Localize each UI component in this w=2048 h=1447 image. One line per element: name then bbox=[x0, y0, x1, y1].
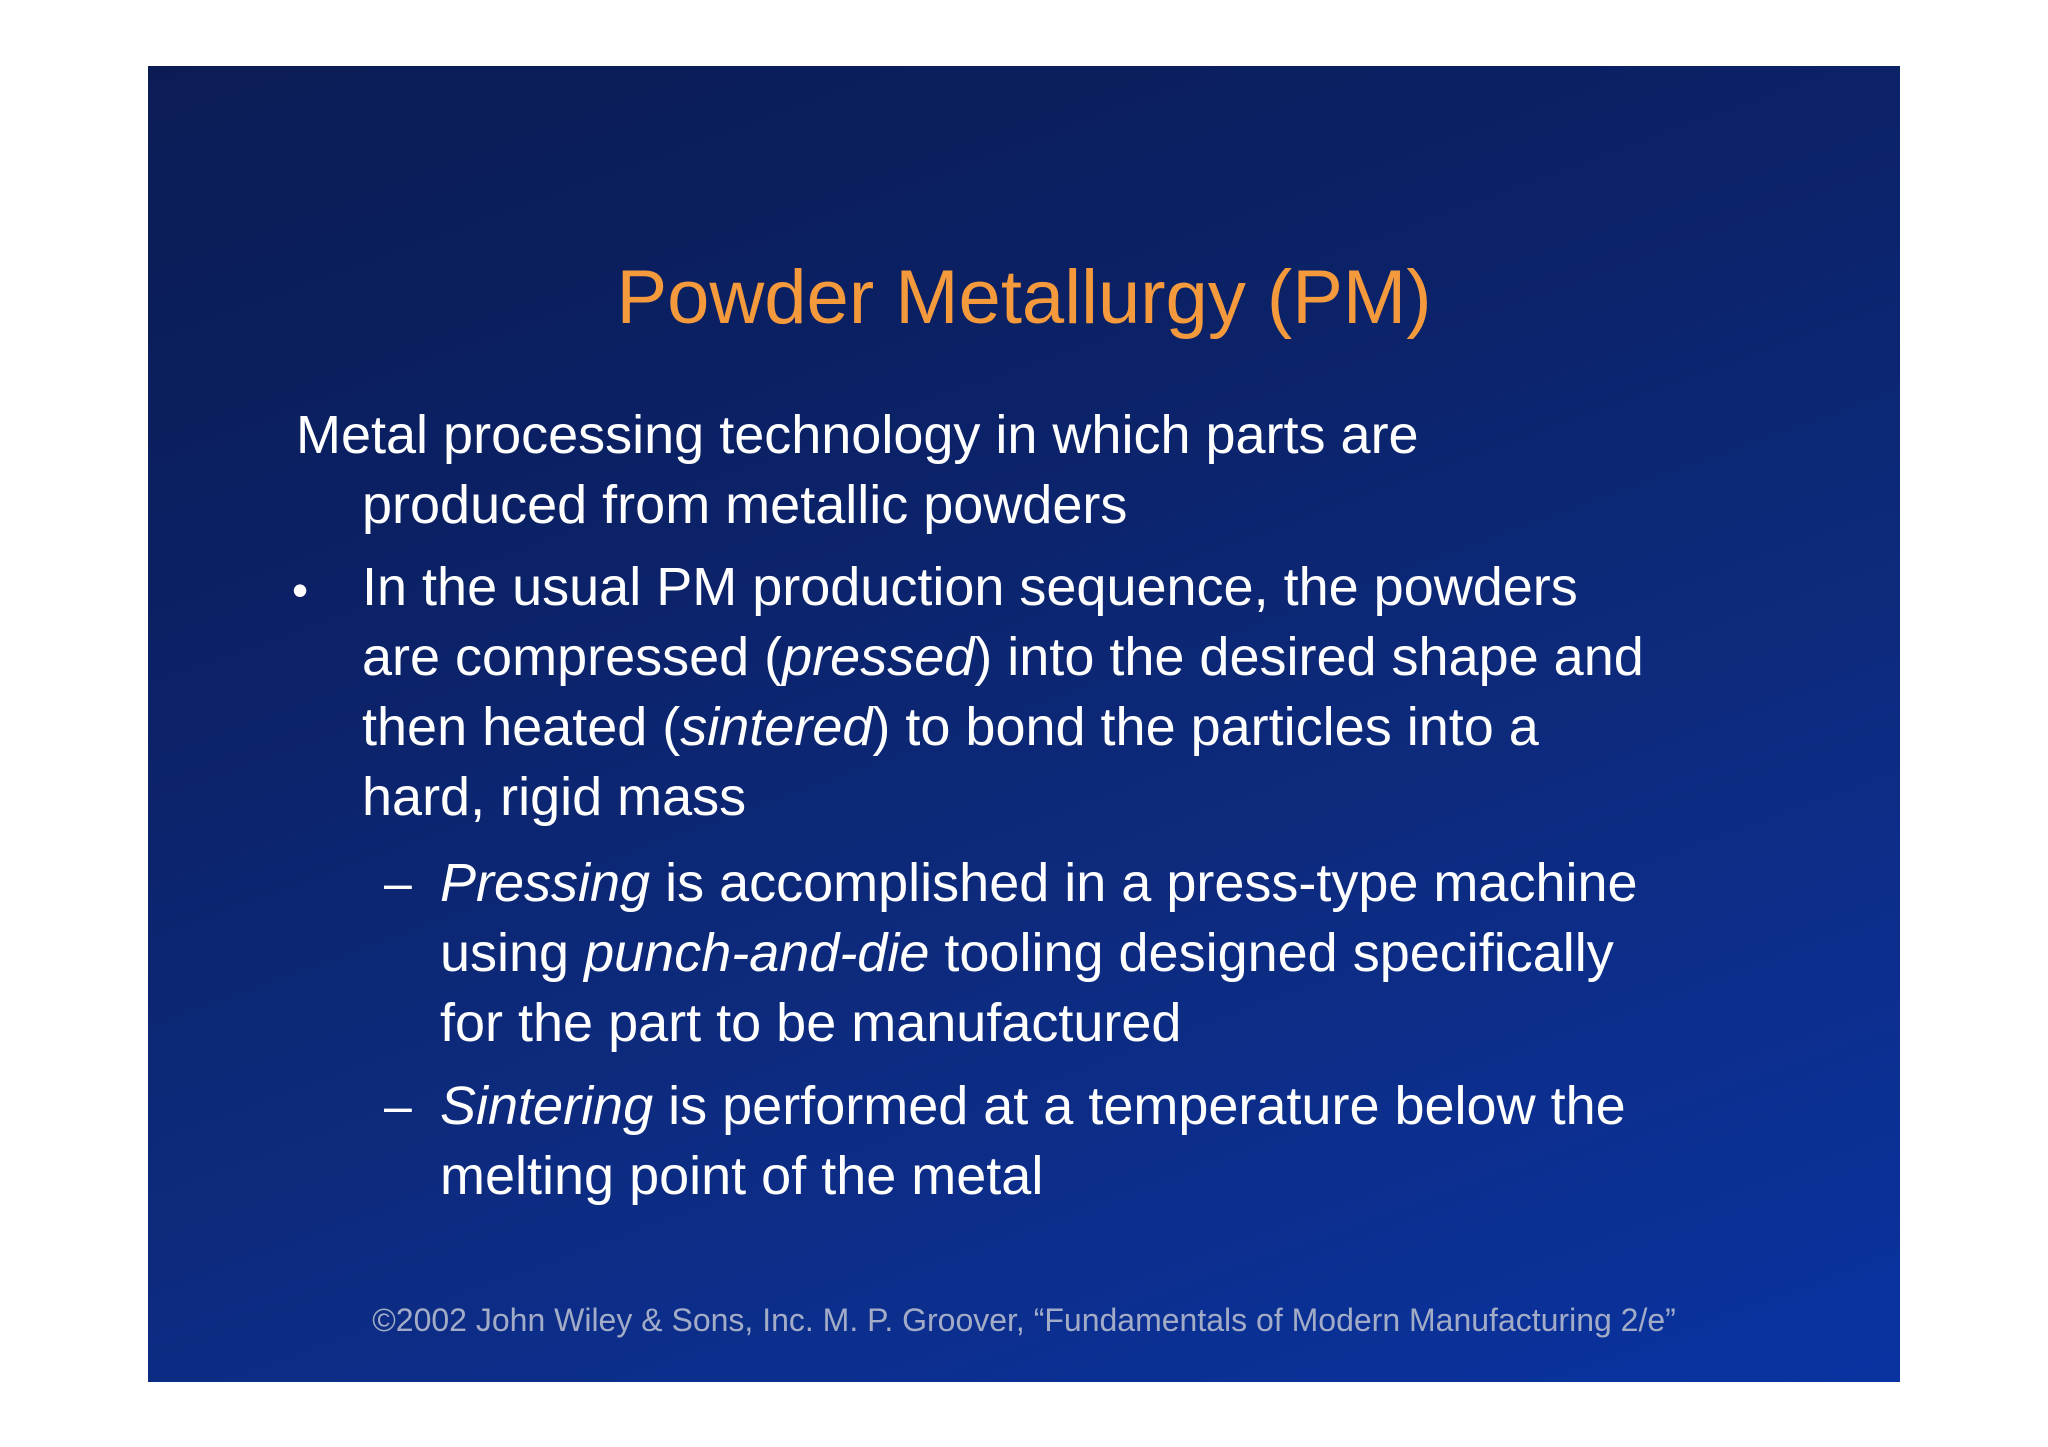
subbullet-1-line-2 bbox=[440, 918, 1614, 988]
dash-icon: – bbox=[384, 1078, 412, 1134]
subbullet-1-line-1-text: is accomplished in a press-type machine bbox=[650, 853, 1638, 913]
slide bbox=[148, 66, 1900, 1382]
subbullet-1-line-1 bbox=[440, 848, 1638, 918]
sintered-term: sintered bbox=[680, 697, 873, 757]
definition-line-2: produced from metallic powders bbox=[362, 475, 1128, 535]
bullet-line-2-text-a: are compressed ( bbox=[362, 627, 783, 687]
dash-icon: – bbox=[384, 855, 412, 911]
sintering-term: Sintering bbox=[440, 1076, 654, 1136]
bullet-icon: • bbox=[292, 564, 309, 616]
subbullet-2-line-1-text: is performed at a temperature below the bbox=[653, 1076, 1626, 1136]
subbullet-2-line-2: melting point of the metal bbox=[440, 1146, 1044, 1206]
bullet-line-3-text-a: then heated ( bbox=[362, 697, 681, 757]
bullet-line-4: hard, rigid mass bbox=[362, 767, 747, 827]
subbullet-1-line-2-text-a: using bbox=[440, 923, 585, 983]
subbullet-2-line-1 bbox=[440, 1071, 1626, 1141]
bullet-line-3-text-b: ) to bond the particles into a bbox=[872, 697, 1539, 757]
subbullet-1-line-2-text-b: tooling designed specifically bbox=[929, 923, 1614, 983]
slide-title: Powder Metallurgy (PM) bbox=[616, 255, 1432, 340]
punch-and-die-term: punch-and-die bbox=[584, 923, 930, 983]
pressed-term: pressed bbox=[782, 627, 975, 687]
subbullet-1-line-3: for the part to be manufactured bbox=[440, 993, 1182, 1053]
pressing-term: Pressing bbox=[440, 853, 651, 913]
bullet-line-3 bbox=[362, 692, 1539, 762]
bullet-line-2-text-b: ) into the desired shape and bbox=[974, 627, 1644, 687]
bullet-line-2 bbox=[362, 622, 1644, 692]
bullet-line-1: In the usual PM production sequence, the powders bbox=[362, 557, 1578, 617]
definition-line-1: Metal processing technology in which parts are bbox=[296, 405, 1419, 465]
copyright-footer: ©2002 John Wiley & Sons, Inc. M. P. Groover, “Fundamentals of Modern Manufacturing 2/e” bbox=[372, 1302, 1676, 1338]
